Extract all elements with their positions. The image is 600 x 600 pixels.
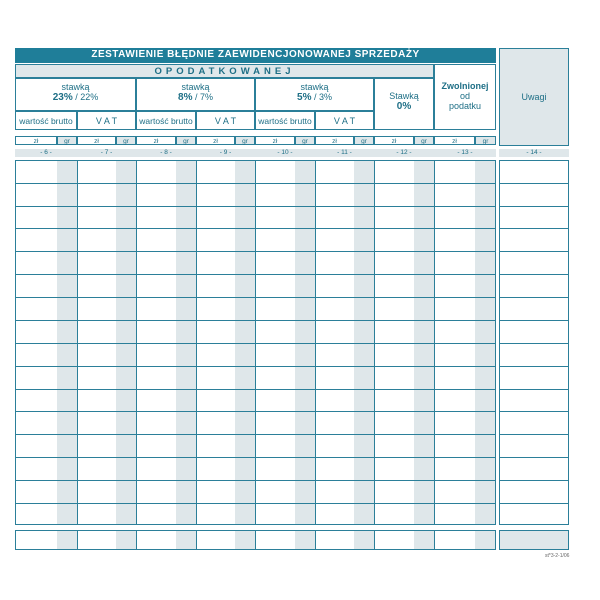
totals-row — [16, 530, 569, 550]
vat-label-2: V A T — [196, 111, 255, 130]
gr-label-12: gr — [414, 136, 434, 145]
zl-label-11: zł — [315, 136, 354, 145]
colnum-9: - 9 - — [196, 149, 255, 157]
rate-23-alt: / 22% — [72, 92, 99, 102]
gr-label-9: gr — [235, 136, 255, 145]
form-title: ZESTAWIENIE BŁĘDNIE ZAEWIDENCJONOWANEJ SPRZEDAŻY — [15, 48, 496, 63]
exempt-line2: od — [459, 91, 470, 101]
gr-label-13: gr — [475, 136, 496, 145]
gr-shading — [57, 160, 496, 525]
gross-label-2: wartość brutto — [136, 111, 196, 130]
zl-label-9: zł — [196, 136, 235, 145]
rate-5-alt: / 3% — [311, 92, 332, 102]
rate-0-label: Stawką — [389, 91, 419, 101]
rate-0-main: 0% — [396, 101, 412, 112]
remarks-label: Uwagi — [521, 92, 547, 102]
colnum-11: - 11 - — [315, 149, 374, 157]
gr-label-10: gr — [295, 136, 315, 145]
gross-label-3: wartość brutto — [255, 111, 315, 130]
form-code: st*3-2-1/06 — [545, 553, 570, 559]
colnum-6: - 6 - — [15, 149, 77, 157]
rate-5-label: stawką — [300, 82, 329, 92]
rate-8-label: stawką — [181, 82, 210, 92]
rate-23-label: stawką — [61, 82, 90, 92]
zl-label-6: zł — [15, 136, 57, 145]
rate-5-main: 5% — [297, 92, 312, 103]
vat-label-1: V A T — [77, 111, 136, 130]
zl-label-12: zł — [374, 136, 414, 145]
exempt-line1: Zwolnionej — [441, 81, 489, 91]
zl-label-10: zł — [255, 136, 295, 145]
gr-label-7: gr — [116, 136, 136, 145]
colnum-13: - 13 - — [434, 149, 496, 157]
zl-label-13: zł — [434, 136, 475, 145]
zl-label-7: zł — [77, 136, 116, 145]
rate-8-main: 8% — [178, 92, 193, 103]
gr-label-8: gr — [176, 136, 196, 145]
rate-8-alt: / 7% — [192, 92, 213, 102]
gr-label-6: gr — [57, 136, 77, 145]
taxed-header: OPODATKOWANEJ — [15, 64, 434, 78]
gr-label-11: gr — [354, 136, 374, 145]
zl-label-8: zł — [136, 136, 176, 145]
gross-label-1: wartość brutto — [15, 111, 77, 130]
vat-label-3: V A T — [315, 111, 374, 130]
colnum-10: - 10 - — [255, 149, 315, 157]
colnum-12: - 12 - — [374, 149, 434, 157]
colnum-7: - 7 - — [77, 149, 136, 157]
colnum-8: - 8 - — [136, 149, 196, 157]
exempt-line3: podatku — [448, 101, 482, 111]
colnum-14: - 14 - — [499, 149, 569, 157]
rate-23-main: 23% — [52, 92, 73, 103]
